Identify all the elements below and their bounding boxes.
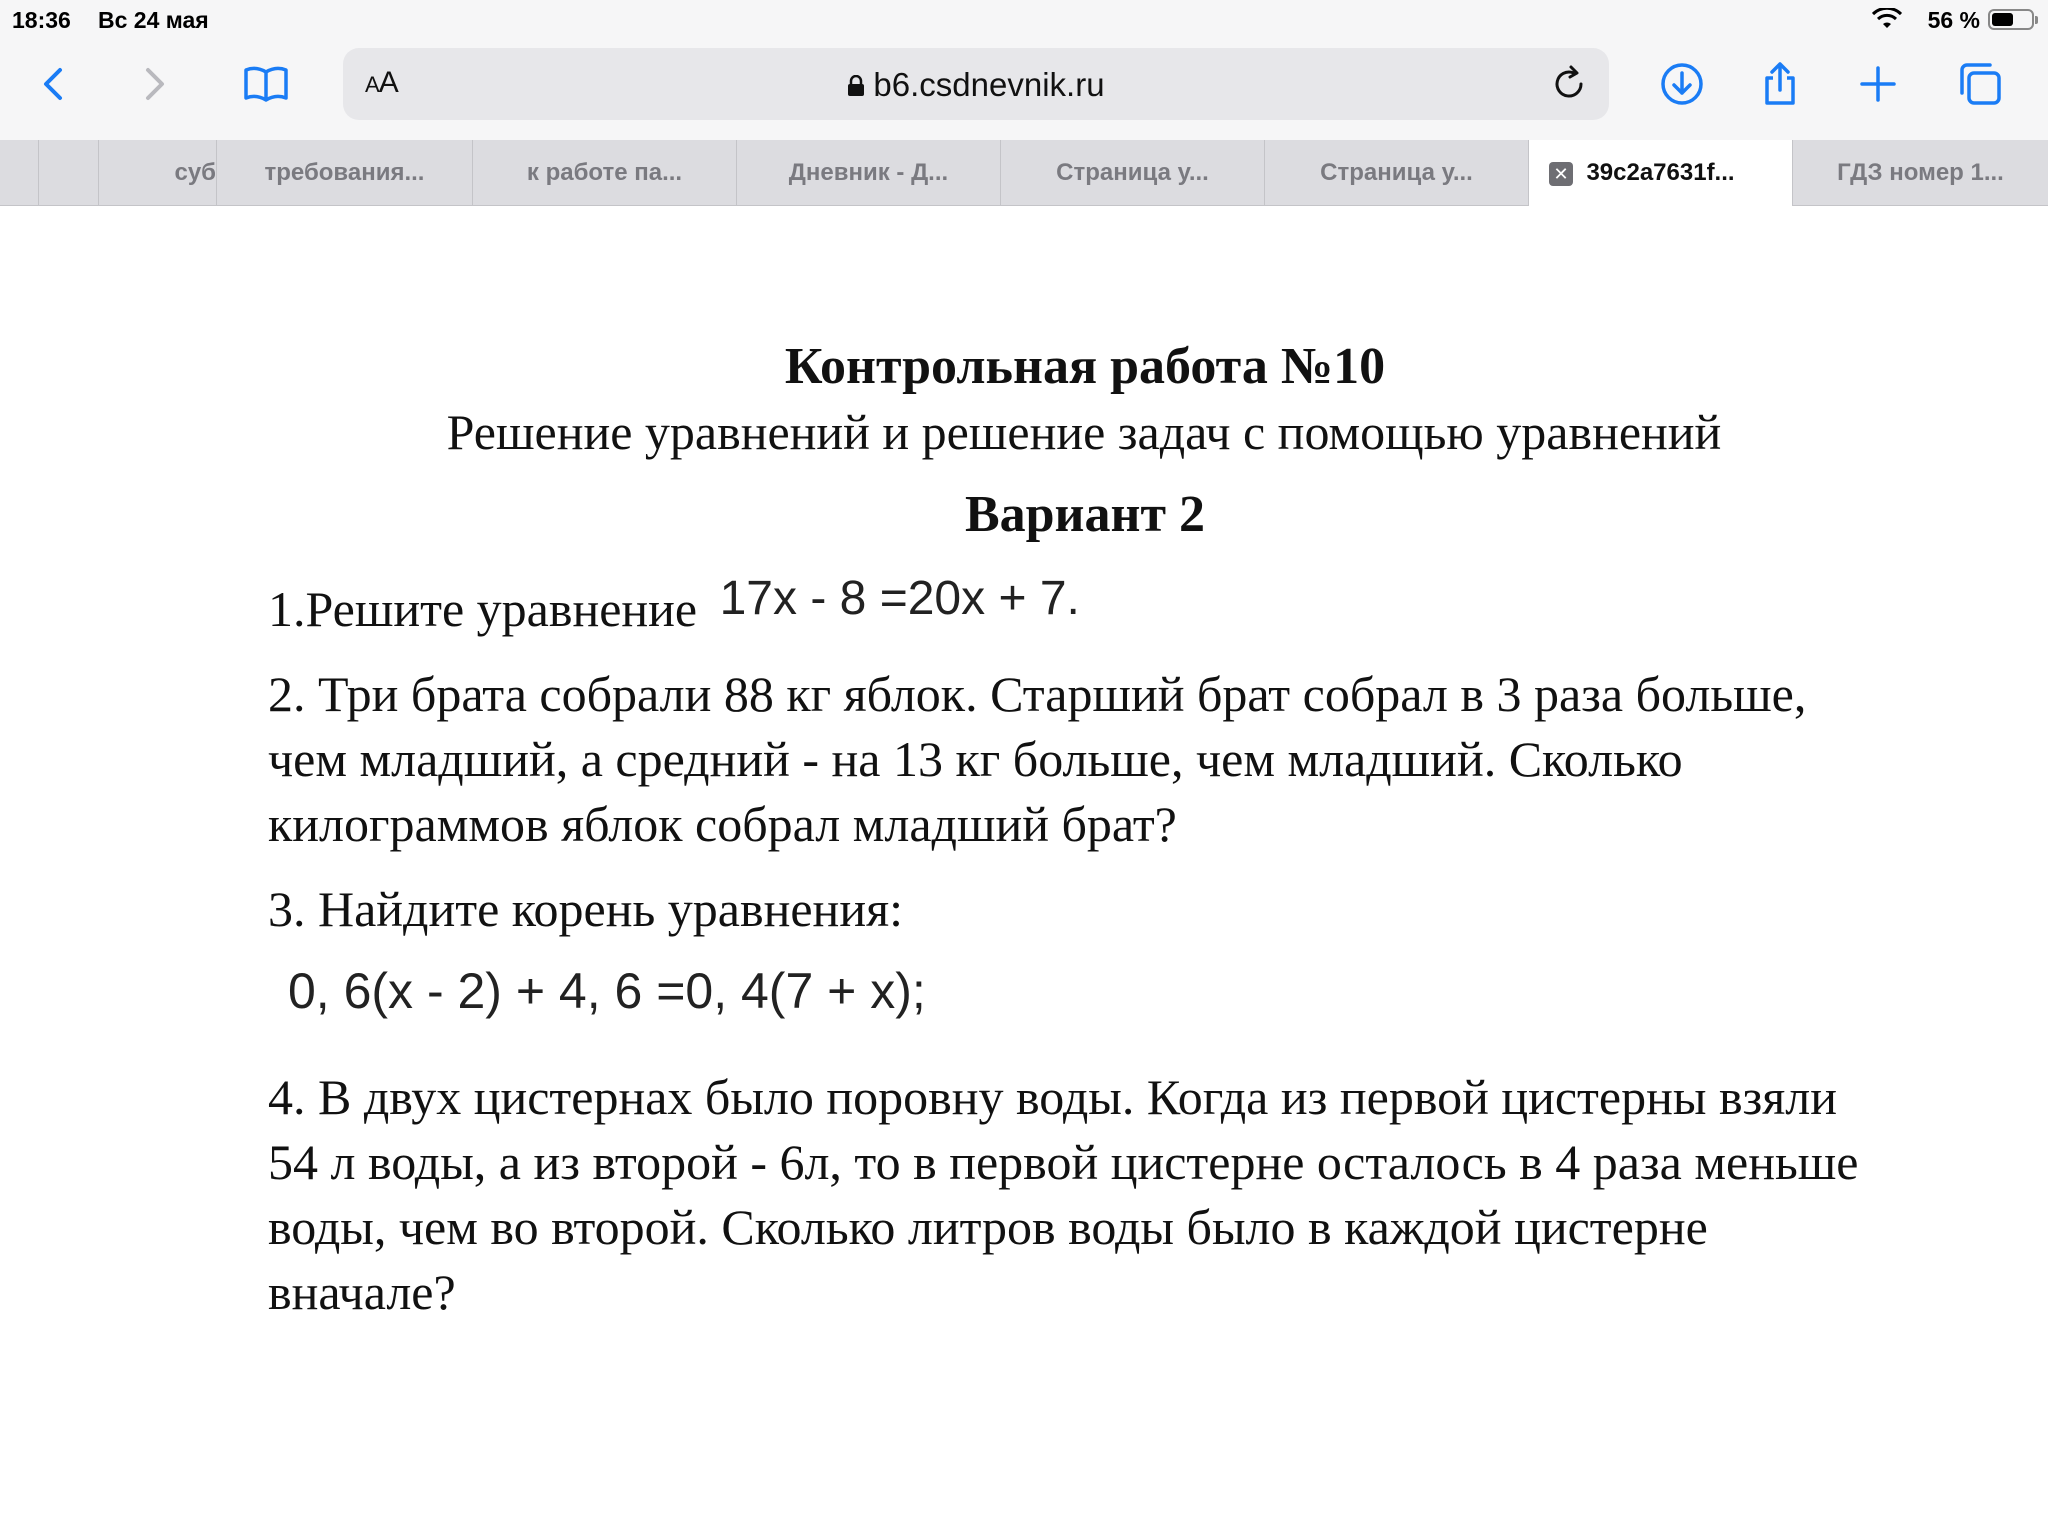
bookmarks-button[interactable] — [238, 56, 294, 112]
tab-item[interactable]: Дневник - Д... — [736, 140, 1000, 206]
task-2: 2. Три брата собрали 88 кг яблок. Старший брат собрал в 3 раза больше, чем младший, а средний - на 13 кг больше, чем младший. Сколько килограммов яблок собрал младший брат? — [268, 666, 1807, 852]
tab-item[interactable]: требования... — [216, 140, 472, 206]
downloads-button[interactable] — [1654, 56, 1710, 112]
reload-icon[interactable] — [1549, 64, 1589, 104]
wifi-icon — [1872, 8, 1902, 30]
tab-item[interactable]: суб — [98, 140, 216, 206]
document-page — [0, 207, 2048, 1536]
lock-icon — [847, 75, 865, 97]
new-tab-button[interactable] — [1850, 56, 1906, 112]
tab-item[interactable] — [38, 140, 98, 206]
status-date: Вс 24 мая — [98, 7, 209, 33]
tab-item-active[interactable]: ✕ 39c2a7631f... — [1528, 140, 1792, 206]
close-tab-icon[interactable]: ✕ — [1549, 162, 1573, 186]
plus-icon — [1854, 60, 1902, 108]
tab-item[interactable]: Страница у... — [1000, 140, 1264, 206]
chevron-right-icon — [130, 60, 178, 108]
reader-aa-button[interactable]: AA — [365, 66, 398, 99]
download-circle-icon — [1658, 60, 1706, 108]
address-bar[interactable] — [343, 48, 1609, 120]
task-1-equation: 17x - 8 =20x + 7. — [719, 572, 1080, 625]
task-1-text: 1.Решите уравнение — [268, 581, 698, 637]
status-time: 18:36 — [12, 7, 71, 33]
browser-toolbar — [0, 38, 2048, 140]
tab-item[interactable]: к работе па... — [472, 140, 736, 206]
tab-strip — [0, 140, 2048, 206]
page-title: Контрольная работа №10 — [784, 338, 1386, 395]
task-3: 3. Найдите корень уравнения: — [268, 881, 903, 937]
share-button[interactable] — [1752, 56, 1808, 112]
task-3-equation: 0, 6(x - 2) + 4, 6 =0, 4(7 + x); — [288, 963, 926, 1019]
share-icon — [1756, 60, 1804, 108]
tabs-overview-button[interactable] — [1952, 56, 2008, 112]
battery-percent: 56 % — [1927, 7, 1980, 33]
back-button[interactable] — [26, 56, 82, 112]
battery-fill — [1992, 13, 2013, 26]
url-text: b6.csdnevnik.ru — [873, 66, 1105, 103]
tab-item[interactable]: ГДЗ номер 1... — [1792, 140, 2048, 206]
book-icon — [242, 60, 290, 108]
battery-icon — [1988, 9, 2034, 30]
task-1 — [268, 572, 1888, 643]
tabs-icon — [1956, 60, 2004, 108]
tab-item[interactable]: Страница у... — [1264, 140, 1528, 206]
status-bar — [0, 0, 2048, 38]
page-subtitle: Решение уравнений и решение задач с помощью уравнений — [446, 404, 1722, 460]
url-display[interactable] — [343, 66, 1609, 104]
task-4: 4. В двух цистернах было поровну воды. Когда из первой цистерны взяли 54 л воды, а из второй - 6л, то в первой цистерне осталось в 4 раза меньше воды, чем во второй. Сколько литров воды было в каждой цистерне вначале? — [268, 1069, 1859, 1320]
chevron-left-icon — [30, 60, 78, 108]
variant-heading: Вариант 2 — [964, 486, 1206, 543]
forward-button[interactable] — [126, 56, 182, 112]
